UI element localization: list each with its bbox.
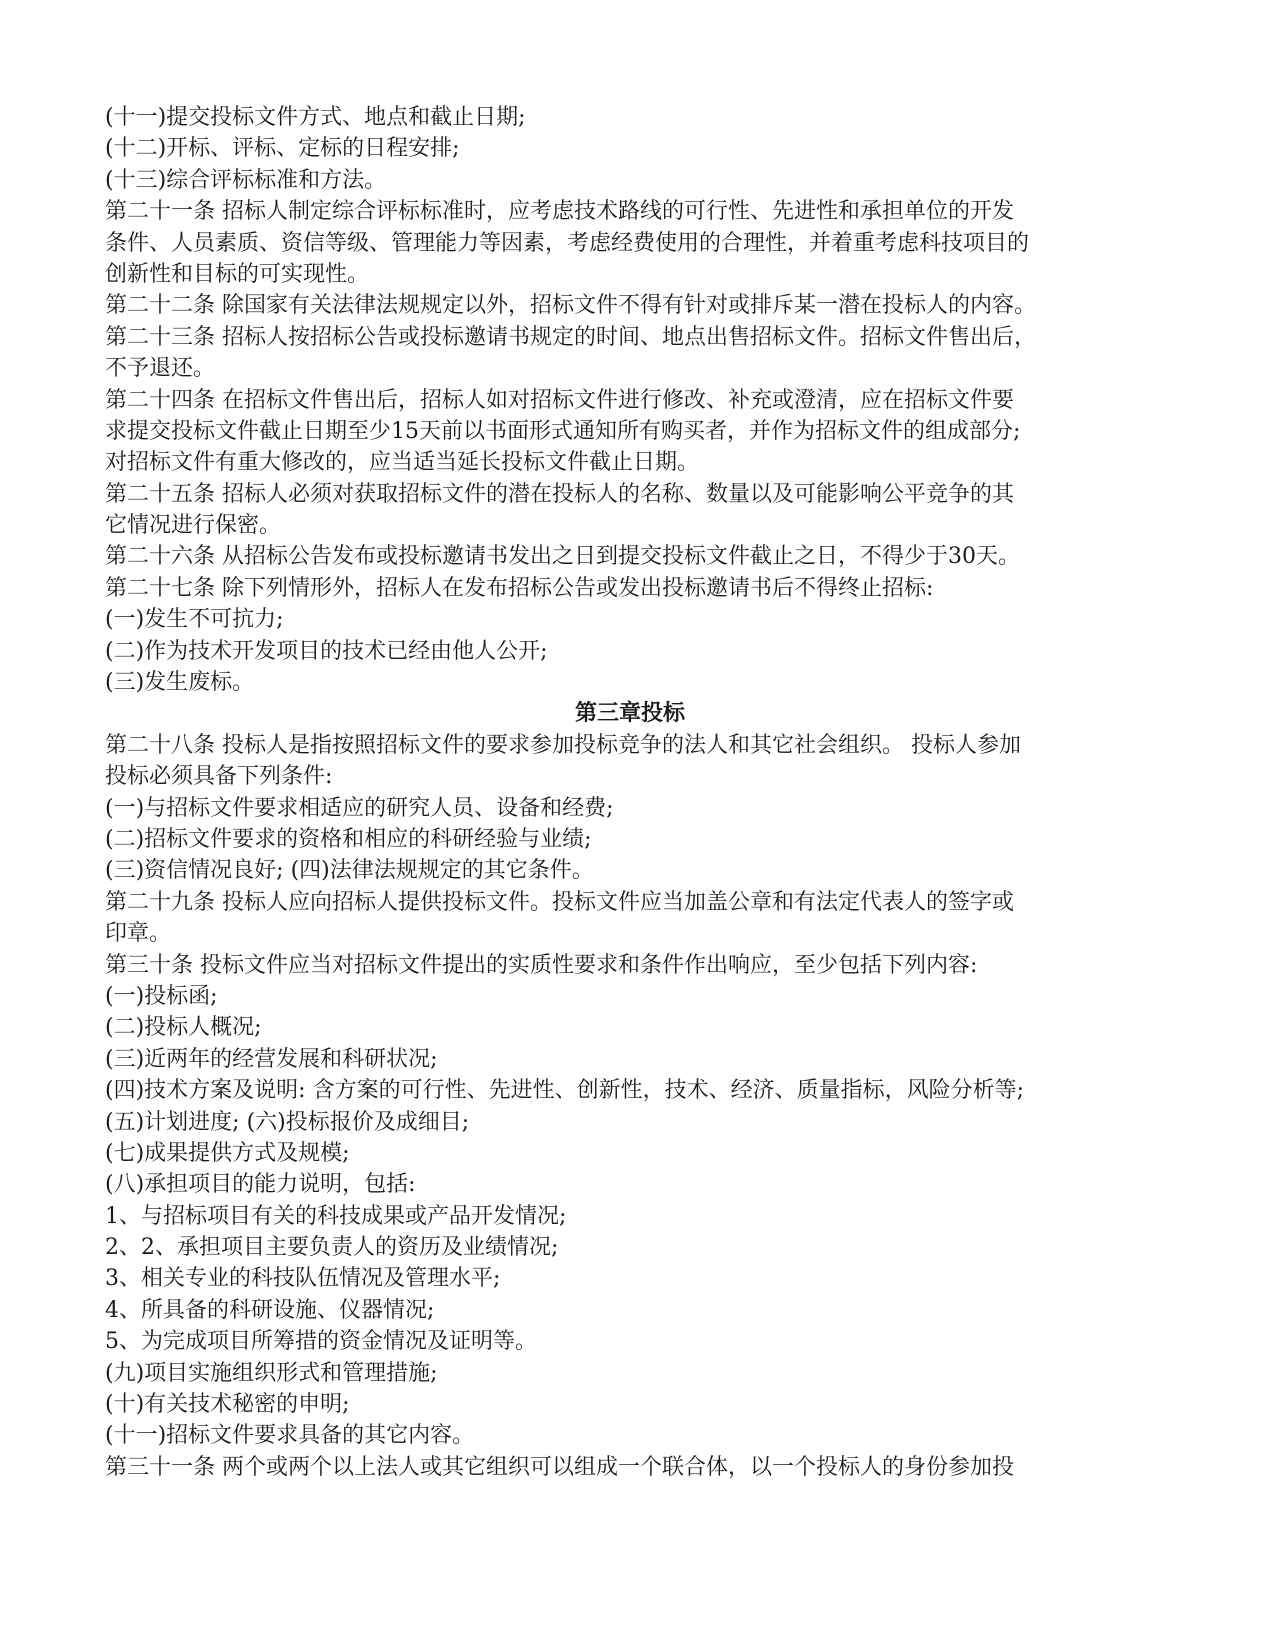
text-line: 2、2、承担项目主要负责人的资历及业绩情况; bbox=[105, 1235, 559, 1261]
text-line: 第二十三条 招标人按招标公告或投标邀请书规定的时间、地点出售招标文件。招标文件售出后， bbox=[105, 324, 1036, 350]
text-line: 第二十九条 投标人应向招标人提供投标文件。投标文件应当加盖公章和有法定代表人的签字或 bbox=[105, 889, 1014, 915]
text-line: (一)投标函; bbox=[105, 983, 218, 1009]
text-line: (五)计划进度; (六)投标报价及成细目; bbox=[105, 1109, 470, 1135]
text-line: (三)资信情况良好; (四)法律法规规定的其它条件。 bbox=[105, 858, 594, 884]
text-line: 第二十八条 投标人是指按照招标文件的要求参加投标竞争的法人和其它社会组织。 投标人参加 bbox=[105, 732, 1021, 758]
text-line: (十三)综合评标标准和方法。 bbox=[105, 167, 387, 193]
text-line: 投标必须具备下列条件: bbox=[105, 764, 333, 790]
text-line: (八)承担项目的能力说明，包括: bbox=[105, 1172, 416, 1198]
text-line: (三)近两年的经营发展和科研状况; bbox=[105, 1046, 438, 1072]
text-line: 第二十五条 招标人必须对获取招标文件的潜在投标人的名称、数量以及可能影响公平竞争的其 bbox=[105, 481, 1014, 507]
text-line: 印章。 bbox=[105, 921, 172, 947]
text-line: 条件、人员素质、资信等级、管理能力等因素，考虑经费使用的合理性，并着重考虑科技项目的 bbox=[105, 230, 1030, 256]
text-line: (一)发生不可抗力; bbox=[105, 607, 284, 633]
text-line: (十一)招标文件要求具备的其它内容。 bbox=[105, 1423, 475, 1449]
chapter-heading: 第三章投标 bbox=[574, 700, 685, 727]
text-line: (二)作为技术开发项目的技术已经由他人公开; bbox=[105, 638, 548, 664]
text-line: (二)投标人概况; bbox=[105, 1015, 262, 1041]
text-line: (十一)提交投标文件方式、地点和截止日期; bbox=[105, 105, 526, 130]
text-line: (二)招标文件要求的资格和相应的科研经验与业绩; bbox=[105, 826, 592, 852]
text-line: 对招标文件有重大修改的，应当适当延长投标文件截止日期。 bbox=[105, 450, 700, 476]
text-line: 4、所具备的科研设施、仪器情况; bbox=[105, 1297, 435, 1323]
text-line: 第二十一条 招标人制定综合评标标准时，应考虑技术路线的可行性、先进性和承担单位的开发 bbox=[105, 199, 1014, 225]
text-line: 1、与招标项目有关的科技成果或产品开发情况; bbox=[105, 1203, 567, 1229]
text-line: 第三十一条 两个或两个以上法人或其它组织可以组成一个联合体，以一个投标人的身份参加投 bbox=[105, 1454, 1014, 1480]
text-line: 第二十四条 在招标文件售出后，招标人如对招标文件进行修改、补充或澄清，应在招标文件要 bbox=[105, 387, 1014, 413]
text-line: 第二十二条 除国家有关法律法规规定以外，招标文件不得有针对或排斥某一潜在投标人的内容。 bbox=[105, 293, 1036, 319]
text-line: 3、相关专业的科技队伍情况及管理水平; bbox=[105, 1266, 501, 1292]
text-line: (九)项目实施组织形式和管理措施; bbox=[105, 1360, 438, 1386]
text-line: (七)成果提供方式及规模; bbox=[105, 1140, 350, 1166]
text-line: (一)与招标文件要求相适应的研究人员、设备和经费; bbox=[105, 795, 614, 821]
document-page bbox=[105, 102, 1155, 1483]
text-line: (十二)开标、评标、定标的日程安排; bbox=[105, 136, 460, 162]
text-line: 第二十七条 除下列情形外，招标人在发布招标公告或发出投标邀请书后不得终止招标: bbox=[105, 575, 934, 601]
text-line: 第三十条 投标文件应当对招标文件提出的实质性要求和条件作出响应，至少包括下列内容: bbox=[105, 952, 978, 978]
text-line: 5、为完成项目所筹措的资金情况及证明等。 bbox=[105, 1329, 537, 1355]
text-line: 不予退还。 bbox=[105, 356, 216, 382]
text-line: (三)发生废标。 bbox=[105, 670, 255, 696]
text-line: 创新性和目标的可实现性。 bbox=[105, 261, 370, 287]
text-line: 求提交投标文件截止日期至少15天前以书面形式通知所有购买者，并作为招标文件的组成部分; bbox=[105, 418, 1021, 444]
text-line: (四)技术方案及说明: 含方案的可行性、先进性、创新性，技术、经济、质量指标，风险分析等; bbox=[105, 1078, 1024, 1104]
text-line: 它情况进行保密。 bbox=[105, 513, 282, 539]
text-line: (十)有关技术秘密的申明; bbox=[105, 1392, 350, 1418]
text-line: 第二十六条 从招标公告发布或投标邀请书发出之日到提交投标文件截止之日，不得少于30天。 bbox=[105, 544, 1020, 570]
